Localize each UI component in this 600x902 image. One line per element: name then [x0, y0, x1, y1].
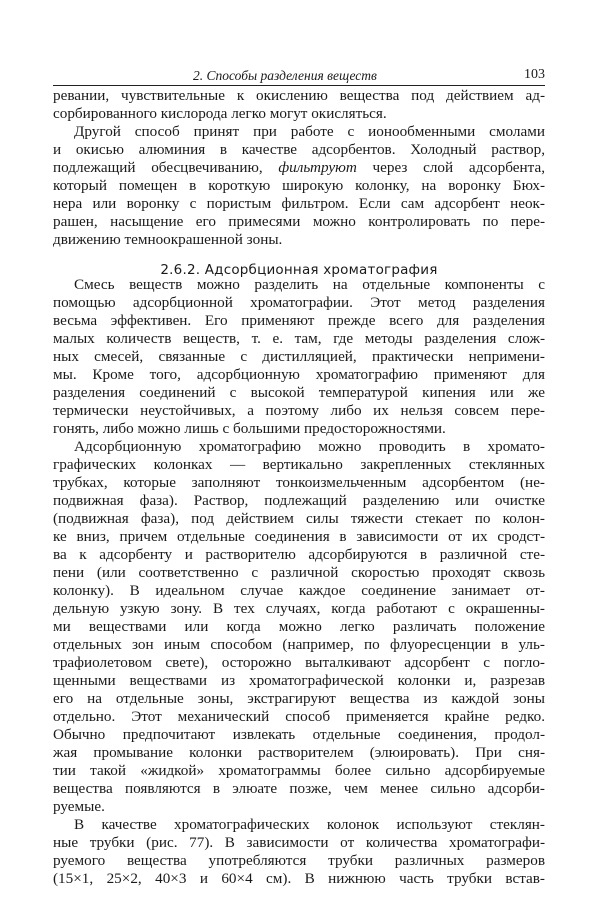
text-line: ми веществами или когда можно легко различать положение	[53, 618, 545, 635]
text-line: В качестве хроматографических колонок используют стеклян-	[74, 816, 545, 833]
text-line: щенными веществами из хроматографической колонки и, разрезав	[53, 672, 545, 689]
text-line: колонку). В идеальном случае каждое соединение занимает от-	[53, 582, 545, 599]
text-line: Адсорбционную хроматографию можно проводить в хромато-	[74, 438, 545, 455]
text-line: отдельно. Этот механический способ применяется крайне редко.	[53, 708, 545, 725]
text-line: Другой способ принят при работе с ионообменными смолами	[74, 123, 545, 140]
emphasized-word: фильтруют	[278, 159, 357, 176]
text-line: подвижная фаза). Раствор, подлежащий разделению или очистке	[53, 492, 545, 509]
text-line: руемого вещества употребляются трубки различных размеров	[53, 852, 545, 869]
running-head-title: 2. Способы разделения веществ	[193, 68, 377, 83]
running-head	[53, 67, 545, 86]
text-line: отдельных зон иным способом (например, по флуоресценции в уль-	[53, 636, 545, 653]
text-line: и окисью алюминия в качестве адсорбентов. Холодный раствор,	[53, 141, 545, 158]
text-line: вещества появляются в элюате позже, чем менее сильно адсорби-	[53, 780, 545, 797]
text-line: трубках, которые заполняют тонкоизмельченным адсорбентом (не-	[53, 474, 545, 491]
text-line: дельную узкую зону. В тех случаях, когда работают с окрашенны-	[53, 600, 545, 617]
text-line: малых количеств веществ, т. е. там, где методы разделения слож-	[53, 330, 545, 347]
section-heading: 2.6.2. Адсорбционная хроматография	[160, 262, 438, 278]
text-line: разделения соединений с высокой температурой кипения или же	[53, 384, 545, 401]
text-line: ных смесей, связанные с дистилляцией, практически непримени-	[53, 348, 545, 365]
text-line: Смесь веществ можно разделить на отдельные компоненты с	[74, 276, 545, 293]
text-line: помощью адсорбционной хроматографии. Этот метод разделения	[53, 294, 545, 311]
text-line: тии такой «жидкой» хроматограммы более сильно адсорбируемые	[53, 762, 545, 779]
text-line: который помещен в короткую широкую колонку, на воронку Бюх-	[53, 177, 545, 194]
text-line: (подвижная фаза), под действием силы тяжести стекает по колон-	[53, 510, 545, 527]
text-line: термически неустойчивых, а поэтому либо их нельзя совсем пере-	[53, 402, 545, 419]
text-line: нера или воронку с пористым фильтром. Если сам адсорбент неок-	[53, 195, 545, 212]
text-line: его на отдельные зоны, экстрагируют вещества из каждой зоны	[53, 690, 545, 707]
text-line: рашен, насыщение его примесями можно контролировать по пере-	[53, 213, 545, 230]
text-line: весьма эффективен. Его применяют прежде всего для разделения	[53, 312, 545, 329]
text-line: руемые.	[53, 798, 105, 815]
text-line: движению темноокрашенной зоны.	[53, 231, 283, 248]
text-line: гонять, либо можно лишь с большими предосторожностями.	[53, 420, 446, 437]
text-line: жая промывание колонки растворителем (элюировать). При сня-	[53, 744, 545, 761]
text-line: Обычно предпочитают извлекать отдельные соединения, продол-	[53, 726, 545, 743]
text-line: ва к адсорбенту и растворителю адсорбируются в различной сте-	[53, 546, 545, 563]
text-line: подлежащий обесцвечиванию, фильтруют через слой адсорбента,	[53, 159, 545, 176]
text-line: (15×1, 25×2, 40×3 и 60×4 см). В нижнюю часть трубки встав-	[53, 870, 545, 887]
text-line: ревании, чувствительные к окислению вещества под действием ад-	[53, 87, 545, 104]
text-line: ные трубки (рис. 77). В зависимости от количества хроматографи-	[53, 834, 545, 851]
text-line: графических колонках — вертикально закрепленных стеклянных	[53, 456, 545, 473]
text-line: пени (или соответственно с различной скоростью проходят сквозь	[53, 564, 545, 581]
text-line: сорбированного кислорода легко могут окисляться.	[53, 105, 387, 122]
page-number: 103	[524, 67, 545, 82]
text-line: мы. Кроме того, адсорбционную хроматографию применяют для	[53, 366, 545, 383]
text-line: трафиолетовом свете), осторожно выталкивают адсорбент с погло-	[53, 654, 545, 671]
text-line: ке вниз, причем отдельные соединения в зависимости от их сродст-	[53, 528, 545, 545]
